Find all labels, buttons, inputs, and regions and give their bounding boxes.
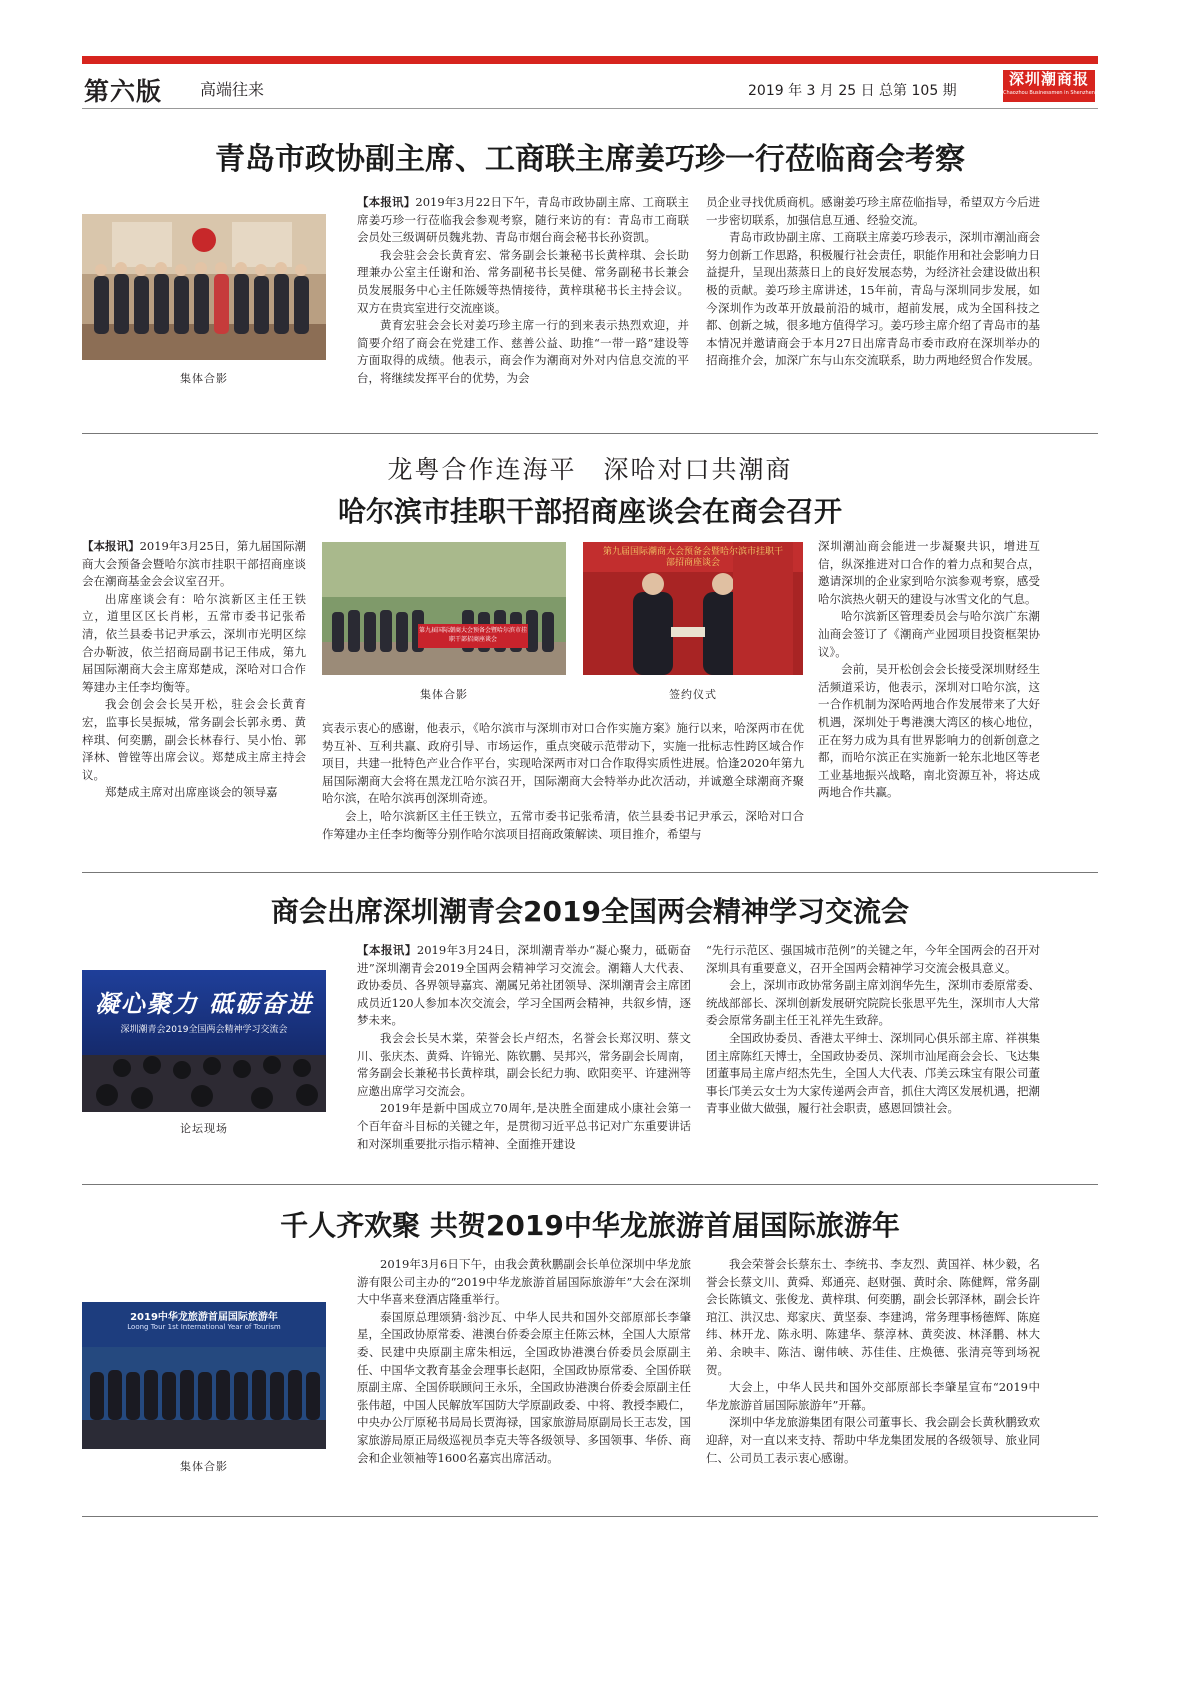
section-divider	[82, 872, 1098, 873]
masthead-subtitle: Chaozhou Businessmen in Shenzhen	[1003, 90, 1095, 96]
article4-group-photo	[82, 1302, 326, 1449]
article4-paragraph: 大会上，中华人民共和国外交部原部长李肇星宣布“2019中华龙旅游首届国际旅游年”开幕。	[706, 1380, 1040, 1412]
news-tag: 【本报讯】	[357, 943, 417, 957]
article2-group-photo	[322, 542, 566, 675]
article2-column-1	[82, 538, 306, 856]
article3-column-2	[706, 942, 1040, 1172]
article3-headline: 商会出席深圳潮青会2019全国两会精神学习交流会	[271, 895, 909, 928]
article1-paragraph: 青岛市政协副主席、工商联主席姜巧珍表示，深圳市潮汕商会努力创新工作思路，积极履行社会责任，职能作用和社会影响力日益提升，呈现出蒸蒸日上的良好发展态势，为经济社会建设做出积极的贡献。姜巧珍主席讲述，15年前，青岛与深圳同步发展，如今深圳作为改革开放最前沿的城市，超前发展，成为全国科技之都、创新之城，很多地方值得学习。姜巧珍主席介绍了青岛市的基本情况并邀请商会于本月27日出席青岛市委市政府在深圳举办的招商推介会，加深广东与山东交流联系，助力两地经贸合作发展。	[706, 230, 1040, 368]
header-rule	[82, 108, 1098, 109]
article3-paragraph: 我会会长吴木棠，荣誉会长卢绍杰，名誉会长郑汉明、蔡文川、张庆杰、黄舜、许锦光、陈钦鹏、吴邦兴，常务副会长周南，常务副会长兼秘书长黄梓琪，副会长纪力驹、欧阳奕平、许建洲等应邀出席学习交流会。	[357, 1030, 691, 1098]
article1-headline: 青岛市政协副主席、工商联主席姜巧珍一行莅临商会考察	[215, 142, 965, 177]
article2-paragraph: 我会创会会长吴开松，驻会会长黄育宏，监事长吴振城，常务副会长郭永勇、黄梓琪、何奕鹏，副会长林春行、吴小怡、郭泽林、曾镗等出席会议。郑楚成主席主持会议。	[82, 697, 306, 782]
article1-column-1	[357, 194, 689, 419]
issue-dateline: 2019 年 3 月 25 日 总第 105 期	[748, 83, 957, 99]
article1-paragraph: 黄育宏驻会会长对姜巧珍主席一行的到来表示热烈欢迎，并简要介绍了商会在党建工作、慈善公益、助推“一带一路”建设等方面取得的成绩。他表示，商会作为潮商对外对内信息交流的平台，将继续发挥平台的优势，为会	[357, 318, 689, 385]
article2-paragraph: 郑楚成主席对出席座谈会的领导嘉	[105, 785, 278, 800]
article3-paragraph: 2019年是新中国成立70周年,是决胜全面建成小康社会第一个百年奋斗目标的关键之年，是贯彻习近平总书记对广东重要讲话和对深圳重要批示指示精神、全面推开建设	[357, 1101, 691, 1151]
article2-paragraph: 哈尔滨新区管理委员会与哈尔滨广东潮汕商会签订了《潮商产业园项目投资框架协议》。	[818, 609, 1040, 659]
article3-paragraph: 全国政协委员、香港太平绅士、深圳同心俱乐部主席、祥祺集团主席陈红天博士，全国政协委员、深圳市汕尾商会会长、飞达集团董事局主席卢绍杰先生，全国人大代表、邝美云珠宝有限公司董事长邝美云女士为大家传递两会声音，抓住大湾区发展机遇，把潮青事业做大做强，履行社会职责，感恩回馈社会。	[706, 1030, 1040, 1116]
article2-photo2-banner: 第九届国际潮商大会预备会暨哈尔滨市挂职干部招商座谈会	[602, 547, 783, 568]
article1-paragraph: 我会驻会会长黄育宏、常务副会长兼秘书长黄梓琪、会长助理兼办公室主任谢和治、常务副秘书长吴健、常务副秘书长兼会员发展服务中心主任陈媛等热情接待，黄梓琪秘书长主持会议。双方在贵宾室进行交流座谈。	[357, 247, 689, 315]
article2-column-mid	[322, 720, 804, 856]
article4-headline: 千人齐欢聚 共贺2019中华龙旅游首届国际旅游年	[280, 1209, 900, 1242]
article4-photo-caption: 集体合影	[180, 1460, 228, 1473]
news-tag: 【本报讯】	[357, 195, 416, 209]
article4-paragraph: 我会荣誉会长蔡东士、李统书、李友烈、黄国祥、林少毅，名誉会长蔡文川、黄舜、郑通亮、赵财强、黄时余、陈健辉，常务副会长陈镇文、张俊龙、黄梓琪、何奕鹏，副会长郭泽林，副会长许琯江、洪汉忠、郑家庆、黄坚泰、李建鸿，常务理事杨德辉、陈庭纬、林开龙、陈永明、陈建华、蔡淳林、黄奕波、林泽鹏、林大弟、余映丰、陈洁、谢伟峡、苏佳佳、庄焕德、张清亮等到场祝贺。	[706, 1257, 1040, 1377]
article4-paragraph: 深圳中华龙旅游集团有限公司董事长、我会副会长黄秋鹏致欢迎辞，对一直以来支持、帮助中华龙集团发展的各级领导、旅业同仁、公司员工表示衷心感谢。	[706, 1415, 1040, 1465]
header-red-bar	[82, 56, 1098, 64]
article1-photo-caption: 集体合影	[180, 372, 228, 385]
article3-paragraph: “先行示范区、强国城市范例”的关键之年，今年全国两会的召开对深圳具有重要意义，召开全国两会精神学习交流会极具意义。	[706, 943, 1040, 975]
article4-paragraph: 2019年3月6日下午，由我会黄秋鹏副会长单位深圳中华龙旅游有限公司主办的“2019中华龙旅游首届国际旅游年”大会在深圳大中华喜来登酒店隆重举行。	[357, 1257, 691, 1307]
edition-label: 第六版	[84, 77, 163, 106]
article2-paragraph: 出席座谈会有：哈尔滨新区主任王铁立，道里区区长肖彬，五常市委书记张希清，依兰县委书记尹承云，深圳市光明区综合办靳波，依兰招商局副书记王伟成，第九届国际潮商大会主席郑楚成，深哈对口合作筹建办主任李均衡等。	[82, 591, 306, 694]
article2-photo1-banner: 第九届国际潮商大会预备会暨哈尔滨市挂职干部招商座谈会	[418, 624, 528, 648]
article2-paragraph: 深圳潮汕商会能进一步凝聚共识，增进互信，纵深推进对口合作的着力点和契合点，邀请深圳的企业家到哈尔滨参观考察，感受哈尔滨热火朝天的建设与冰雪文化的气息。	[818, 539, 1040, 606]
masthead-logo	[1003, 70, 1095, 102]
section-divider	[82, 433, 1098, 434]
article2-kicker: 龙粤合作连海平 深哈对口共潮商	[387, 455, 793, 484]
article2-headline: 哈尔滨市挂职干部招商座谈会在商会召开	[337, 495, 842, 528]
article2-photo2-caption: 签约仪式	[669, 688, 717, 701]
article2-column-3	[818, 538, 1040, 856]
article4-paragraph: 泰国原总理颂猜·翁沙瓦、中华人民共和国外交部原部长李肇星，全国政协原常委、港澳台侨委会原主任陈云林，全国人大原常委、民建中央原副主席朱相远，全国政协港澳台侨委员会原副主任、中国华文教育基金会理事长赵阳，全国政协原常委、全国侨联原副主席、全国侨联顾问王永乐，全国政协港澳台侨委会原副主任张伟超，中国人民解放军国防大学原副政委、中将、教授李殿仁，中央办公厅原秘书局局长贾海禄，国家旅游局原副局长王志发，国家旅游局原正局级巡视员李克夫等各级领导、多国领事、华侨、商会和企业领袖等1600名嘉宾出席活动。	[357, 1309, 691, 1465]
article3-forum-photo	[82, 970, 326, 1112]
article3-photo-title: 凝心聚力 砥砺奋进	[94, 989, 314, 1018]
article1-paragraph: 【本报讯】2019年3月22日下午，青岛市政协副主席、工商联主席姜巧珍一行莅临我会参观考察，随行来访的有：青岛市工商联会员处三级调研员魏兆勃、青岛市烟台商会秘书长孙资凯。	[357, 195, 689, 245]
article1-paragraph: 员企业寻找优质商机。感谢姜巧珍主席莅临指导，希望双方今后进一步密切联系，加强信息互通、经验交流。	[706, 195, 1040, 227]
article2-signing-photo	[583, 542, 803, 675]
article3-paragraph: 【本报讯】2019年3月24日，深圳潮青举办“凝心聚力，砥砺奋进”深圳潮青会2019全国两会精神学习交流会。潮籍人大代表、政协委员、各界领导嘉宾、潮属兄弟社团领导、深圳潮青会主席团成员近120人参加本次交流会，学习全国两会精神，共叙乡情，逐梦未来。	[357, 943, 691, 1028]
news-tag: 【本报讯】	[82, 539, 140, 553]
article3-photo-caption: 论坛现场	[180, 1122, 228, 1135]
article1-group-photo	[82, 214, 326, 360]
article4-photo-subtitle: Loong Tour 1st International Year of Tourism	[127, 1323, 281, 1331]
section-divider	[82, 1184, 1098, 1185]
masthead-name: 深圳潮商报	[1008, 70, 1089, 88]
article2-paragraph: 宾表示衷心的感谢，他表示，《哈尔滨市与深圳市对口合作实施方案》施行以来，哈深两市在优势互补、互利共赢、政府引导、市场运作，重点突破示范带动下，实施一批标志性跨区域合作项目，共建一批特色产业合作平台，实现哈深两市对口合作取得实质性进展。恰逢2020年第九届国际潮商大会将在黑龙江哈尔滨召开，国际潮商大会特举办此次活动，并诚邀全球潮商齐聚哈尔滨，在哈尔滨再创深圳奇迹。	[322, 721, 804, 806]
article3-paragraph: 会上，深圳市政协常务副主席刘润华先生，深圳市委原常委、统战部部长、深圳创新发展研究院院长张思平先生，深圳市人大常委会原常务副主任王礼祥先生致辞。	[706, 978, 1040, 1028]
column-name: 高端往来	[200, 80, 265, 99]
article2-photo1-caption: 集体合影	[420, 688, 468, 701]
article3-photo-subtitle: 深圳潮青会2019全国两会精神学习交流会	[120, 1025, 288, 1035]
footer-rule	[82, 1516, 1098, 1517]
article2-paragraph: 【本报讯】2019年3月25日，第九届国际潮商大会预备会暨哈尔滨市挂职干部招商座谈会在潮商基金会会议室召开。	[82, 539, 306, 589]
article2-paragraph: 会前，吴开松创会会长接受深圳财经生活频道采访，他表示，深圳对口哈尔滨，这一合作机制为深哈两地合作发展带来了大好机遇，深圳处于粤港澳大湾区的核心地位，正在努力成为具有世界影响力的创新创意之都，而哈尔滨正在实施新一轮东北地区等老工业基地振兴战略，南北资源互补，将达成两地合作共赢。	[818, 662, 1040, 800]
article4-photo-title: 2019中华龙旅游首届国际旅游年	[130, 1312, 278, 1323]
article1-column-2	[706, 194, 1040, 419]
article4-column-2	[706, 1256, 1040, 1486]
article3-column-1	[357, 942, 691, 1172]
article4-column-1	[357, 1256, 691, 1486]
article2-paragraph: 会上，哈尔滨新区主任王铁立，五常市委书记张希清，依兰县委书记尹承云，深哈对口合作筹建办主任李均衡等分别作哈尔滨项目招商政策解读、项目推介，希望与	[322, 808, 804, 841]
